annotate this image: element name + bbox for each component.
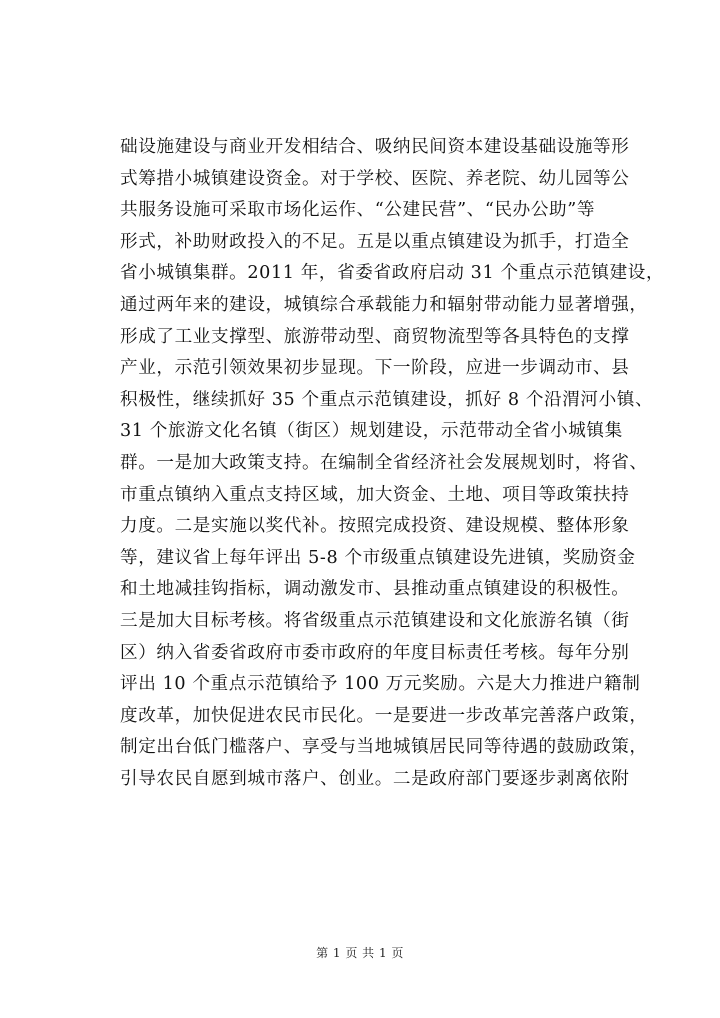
text-line: 通过两年来的建设，城镇综合承载能力和辐射带动能力显著增强， [120,294,648,315]
text-line: 式筹措小城镇建设资金。对于学校、医院、养老院、幼儿园等公 [120,168,630,189]
text-line: 和土地减挂钩指标，调动激发市、县推动重点镇建设的积极性。 [120,579,630,600]
text-line: 三是加大目标考核。将省级重点示范镇建设和文化旅游名镇（街 [120,610,630,631]
text-line: 形成了工业支撑型、旅游带动型、商贸物流型等各具特色的支撑 [120,326,630,347]
text-line: 度改革，加快促进农民市民化。一是要进一步改革完善落户政策， [120,705,648,726]
text-line: 31 个旅游文化名镇（街区）规划建设，示范带动全省小城镇集 [120,421,623,442]
page-footer: 第 1 页 共 1 页 [316,946,404,960]
text-line: 省小城镇集群。2011 年，省委省政府启动 31 个重点示范镇建设， [120,263,665,284]
text-line: 区）纳入省委省政府市委市政府的年度目标责任考核。每年分别 [120,642,630,663]
body-text [120,132,665,795]
text-line: 产业，示范引领效果初步显现。下一阶段，应进一步调动市、县 [120,358,630,379]
text-line: 础设施建设与商业开发相结合、吸纳民间资本建设基础设施等形 [120,137,630,157]
text-line: 制定出台低门槛落户、享受与当地城镇居民同等待遇的鼓励政策， [120,737,648,758]
text-line: 力度。二是实施以奖代补。按照完成投资、建设规模、整体形象 [120,516,630,537]
text-line: 形式，补助财政投入的不足。五是以重点镇建设为抓手，打造全 [120,231,630,252]
text-line: 评出 10 个重点示范镇给予 100 万元奖励。六是大力推进户籍制 [120,674,641,695]
text-line: 积极性，继续抓好 35 个重点示范镇建设，抓好 8 个沿渭河小镇、 [120,389,654,410]
text-line: 群。一是加大政策支持。在编制全省经济社会发展规划时，将省、 [120,452,648,473]
text-line: 共服务设施可采取市场化运作、“公建民营”、“民办公助”等 [120,200,596,221]
text-line: 市重点镇纳入重点支持区域，加大资金、土地、项目等政策扶持 [120,484,630,505]
text-line: 引导农民自愿到城市落户、创业。二是政府部门要逐步剥离依附 [120,768,630,789]
text-line: 等，建议省上每年评出 5-8 个市级重点镇建设先进镇，奖励资金 [120,547,636,568]
